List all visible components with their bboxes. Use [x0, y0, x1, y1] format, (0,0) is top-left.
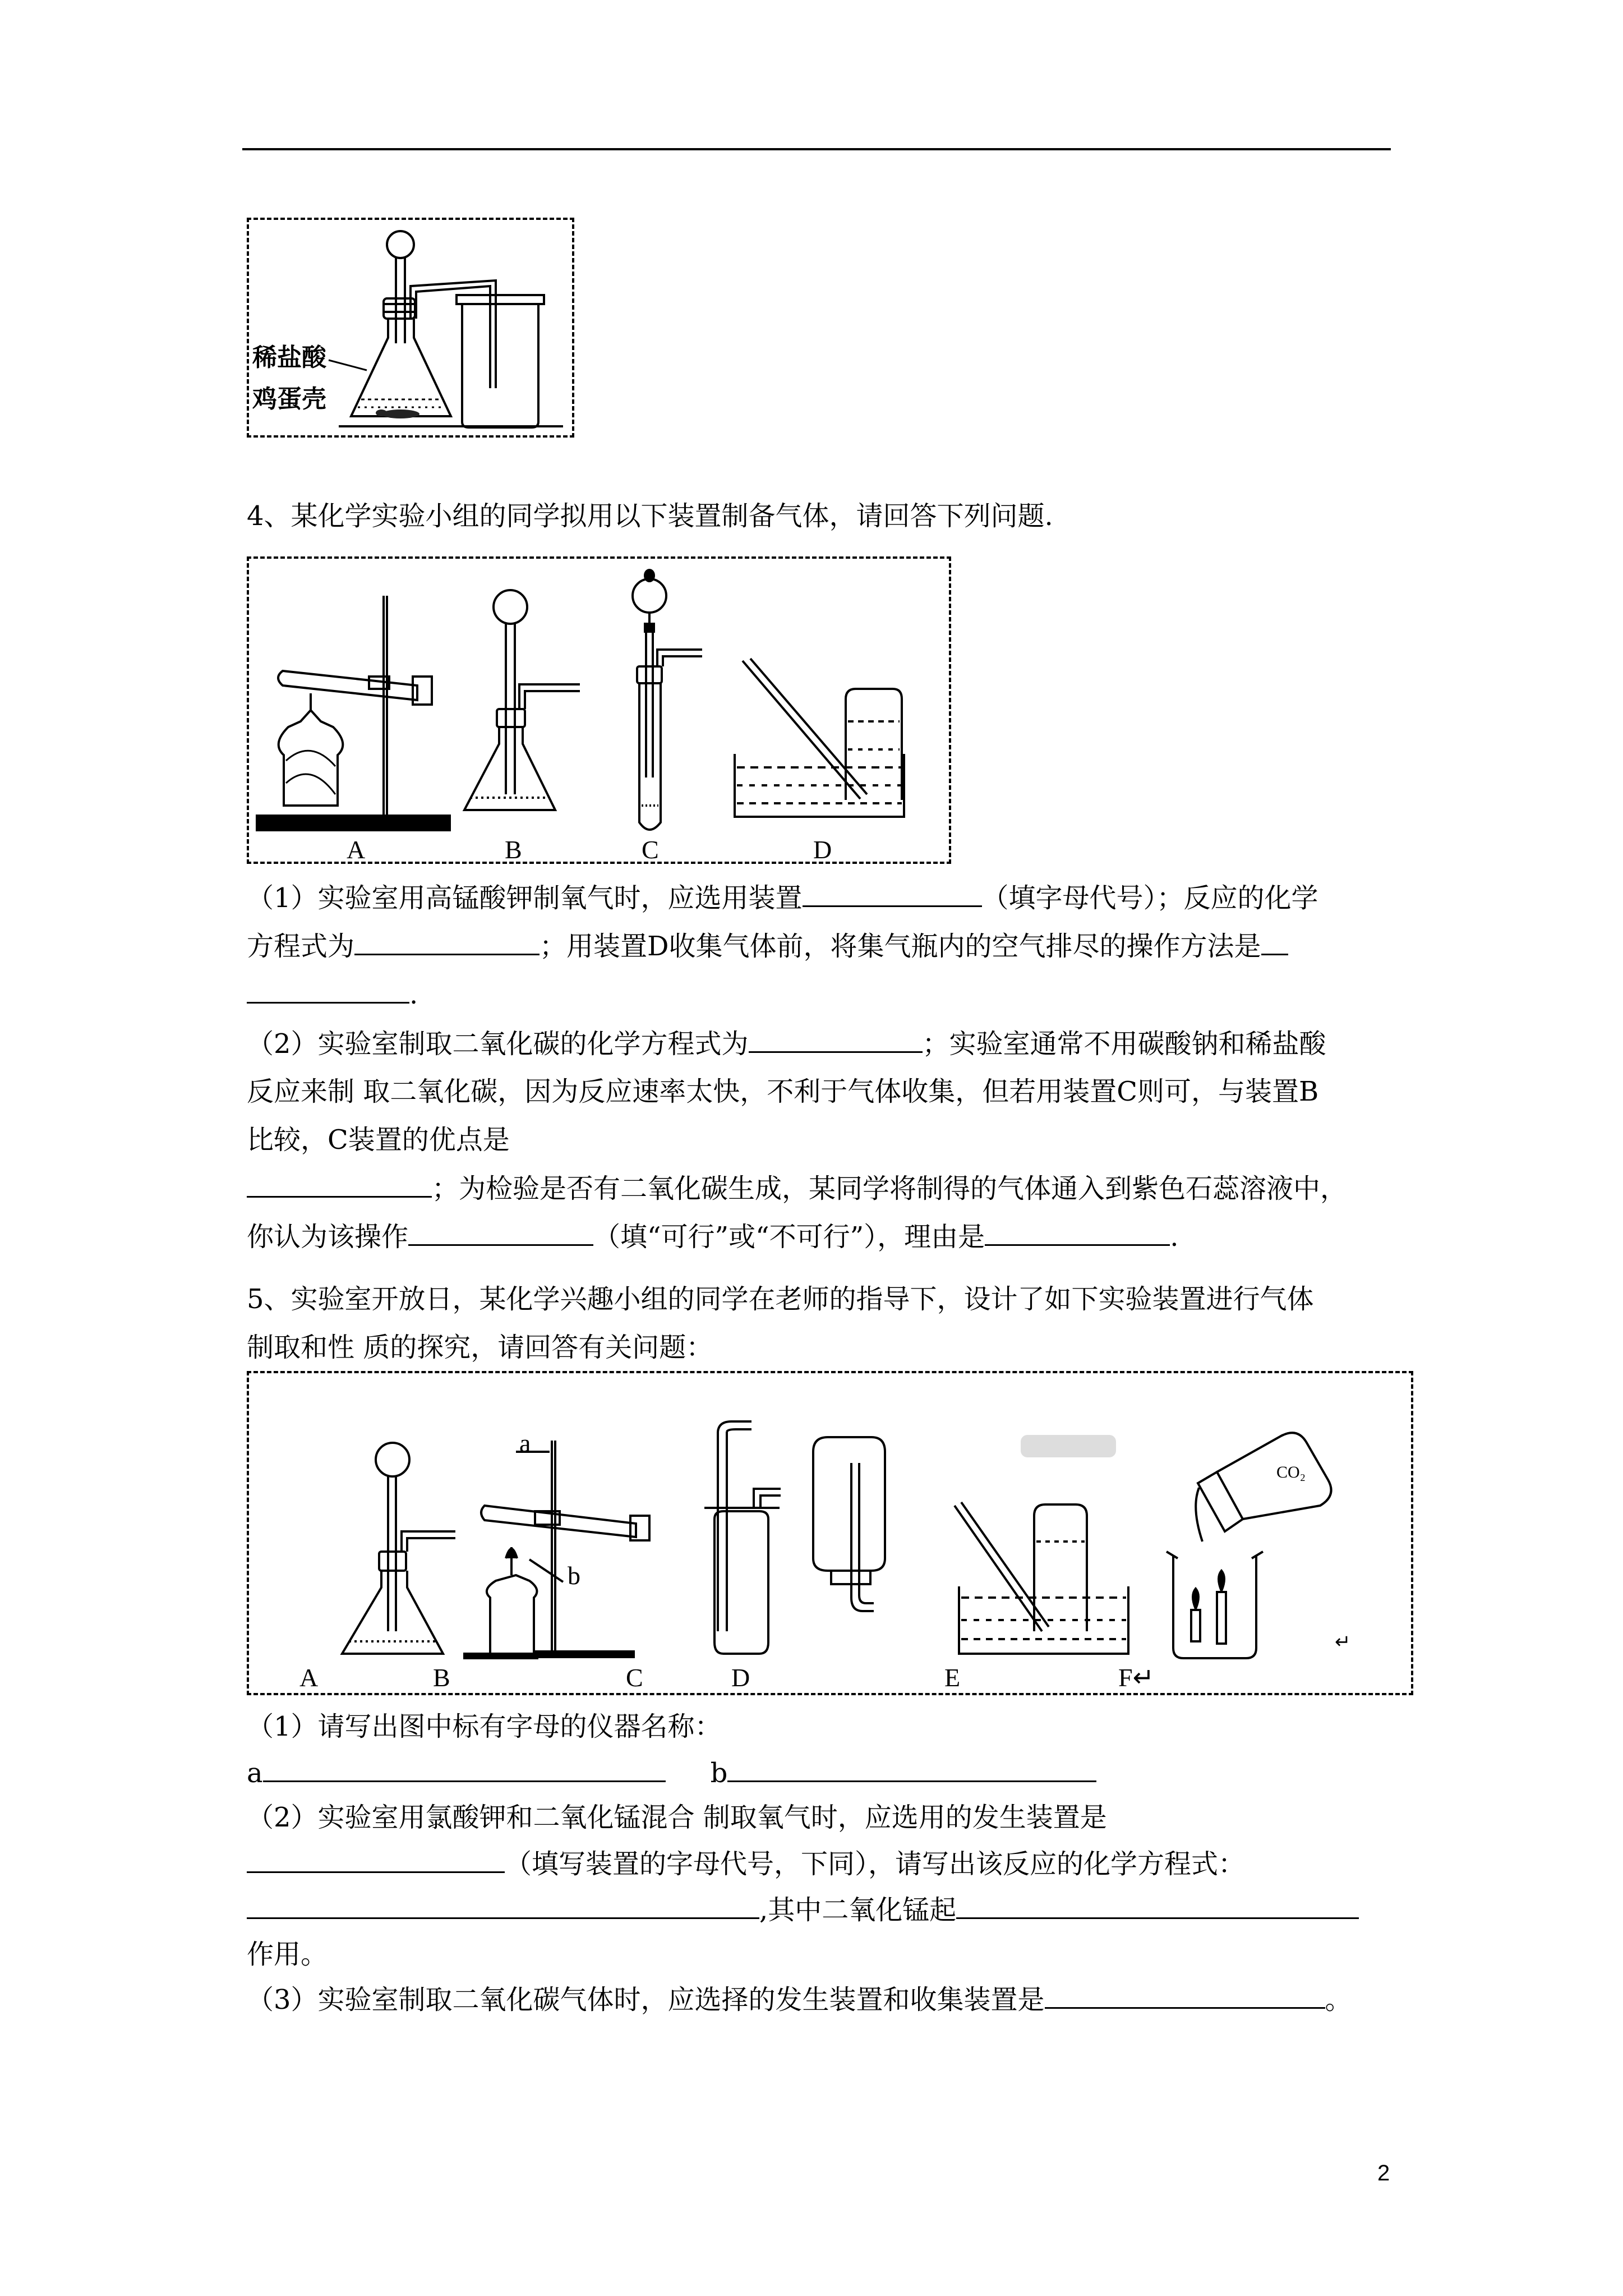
- q4-p2-text-a: （2）实验室制取二氧化碳的化学方程式为: [247, 1028, 749, 1060]
- q4-apparatus-drawing: [249, 559, 949, 862]
- q5-p3-end: 。: [1325, 1984, 1352, 2016]
- q5-p1-blank-b[interactable]: [727, 1756, 1096, 1782]
- q4-part2-line4: [247, 1171, 1347, 1205]
- q5-p3-text: （3）实验室制取二氧化碳气体时，应选择的发生装置和收集装置是: [247, 1984, 1045, 2016]
- q4-p1-blank-device[interactable]: [803, 881, 982, 907]
- q5-p1-label-a: a: [247, 1757, 263, 1789]
- q4-p1-blank-method-end[interactable]: [247, 977, 409, 1004]
- q5-label-b: B: [433, 1663, 450, 1692]
- q5-p2-text-c: ,其中二氧化锰起: [759, 1894, 957, 1926]
- q4-p1-text-b: （填字母代号）；反应的化学: [981, 882, 1318, 914]
- q4-p2-blank-equation[interactable]: [749, 1027, 923, 1053]
- figure-eggshell-apparatus: [247, 218, 574, 438]
- q5-label-d: D: [731, 1663, 750, 1692]
- q4-p1-period: .: [409, 979, 418, 1010]
- q4-p1-blank-method-start[interactable]: [1261, 929, 1288, 955]
- q5-stem-line2: 制取和性 质的探究，请回答有关问题：: [247, 1332, 713, 1363]
- q5-label-c: C: [626, 1663, 643, 1692]
- q4-p2-period: .: [1170, 1221, 1179, 1253]
- q4-part1-line1: [247, 881, 1318, 915]
- q4-part1-line3: [247, 977, 418, 1011]
- q4-label-d: D: [813, 835, 832, 862]
- q4-part2-line1: [247, 1027, 1326, 1061]
- q5-part2-line1: （2）实验室用氯酸钾和二氧化锰混合 制取氧气时，应选用的发生装置是: [247, 1802, 1107, 1833]
- q5-p3-blank[interactable]: [1045, 1982, 1325, 2009]
- q5-part1: （1）请写出图中标有字母的仪器名称：: [247, 1711, 722, 1742]
- q5-p2-blank-role[interactable]: [956, 1893, 1359, 1919]
- figure-q4-apparatus: [247, 556, 951, 864]
- label-eggshell: 鸡蛋壳: [252, 385, 326, 413]
- q4-label-b: B: [505, 835, 522, 862]
- q4-p2-text-b: ；实验室通常不用碳酸钠和稀盐酸: [922, 1028, 1326, 1060]
- q5-label-a: A: [299, 1663, 319, 1692]
- q5-fig-return-mark: ↵: [1335, 1631, 1351, 1653]
- q4-part2-line5: [247, 1220, 1178, 1254]
- q4-p2-blank-reason[interactable]: [985, 1220, 1170, 1246]
- q5-stem-line1: 5、实验室开放日，某化学兴趣小组的同学在老师的指导下，设计了如下实验装置进行气体: [247, 1283, 1314, 1315]
- q4-p1-text-d: ；用装置D收集气体前，将集气瓶内的空气排尽的操作方法是: [540, 931, 1261, 962]
- q4-label-c: C: [642, 835, 659, 862]
- q5-fig-label-b: b: [568, 1561, 580, 1590]
- eggshell-apparatus-drawing: [249, 220, 572, 435]
- q5-part3: [247, 1982, 1352, 2017]
- q4-part1-line2: [247, 929, 1288, 963]
- label-dilute-hcl: 稀盐酸: [252, 343, 326, 372]
- q5-p2-text-b: （填写装置的字母代号，下同），请写出该反应的化学方程式：: [505, 1848, 1246, 1880]
- q5-part2-line3: [247, 1893, 1359, 1927]
- q5-p1-blank-a[interactable]: [263, 1756, 666, 1782]
- page-number: 2: [1377, 2161, 1390, 2185]
- q5-p2-blank-equation[interactable]: [247, 1893, 759, 1919]
- q4-part2-line3: 比较，C装置的优点是: [247, 1124, 510, 1156]
- q5-part2-line2: [247, 1847, 1245, 1881]
- q4-part2-line2: 反应来制 取二氧化碳，因为反应速率太快，不利于气体收集，但若用装置C则可，与装置B: [247, 1076, 1319, 1107]
- q4-p2-blank-feasible[interactable]: [408, 1220, 593, 1246]
- q5-part1-answers: [247, 1756, 1096, 1790]
- q4-p1-blank-equation[interactable]: [354, 929, 540, 955]
- q5-apparatus-drawing: [249, 1373, 1411, 1693]
- q5-label-e: E: [944, 1663, 961, 1692]
- q4-p1-text-a: （1）实验室用高锰酸钾制氧气时，应选用装置: [247, 882, 803, 914]
- q4-p2-text-d: 你认为该操作: [247, 1221, 409, 1253]
- q5-fig-label-co2: CO₂: [1276, 1463, 1306, 1481]
- q5-fig-label-a: a: [519, 1429, 531, 1457]
- q5-p2-blank-device[interactable]: [247, 1847, 505, 1873]
- q4-p2-text-e: （填“可行”或“不可行”），理由是: [593, 1221, 985, 1253]
- q4-p2-text-c: ；为检验是否有二氧化碳生成，某同学将制得的气体通入到紫色石蕊溶液中，: [432, 1173, 1348, 1204]
- q5-p1-label-b: b: [710, 1757, 728, 1789]
- q4-p2-blank-advantage[interactable]: [247, 1171, 432, 1198]
- q5-label-f: F↵: [1118, 1663, 1155, 1692]
- q5-part2-line4: 作用。: [247, 1939, 328, 1970]
- q4-label-a: A: [347, 835, 366, 862]
- figure-q5-apparatus: [247, 1371, 1413, 1695]
- q4-p1-text-c: 方程式为: [247, 931, 355, 962]
- header-rule: [242, 148, 1391, 150]
- q4-stem: 4、某化学实验小组的同学拟用以下装置制备气体，请回答下列问题.: [247, 500, 1053, 532]
